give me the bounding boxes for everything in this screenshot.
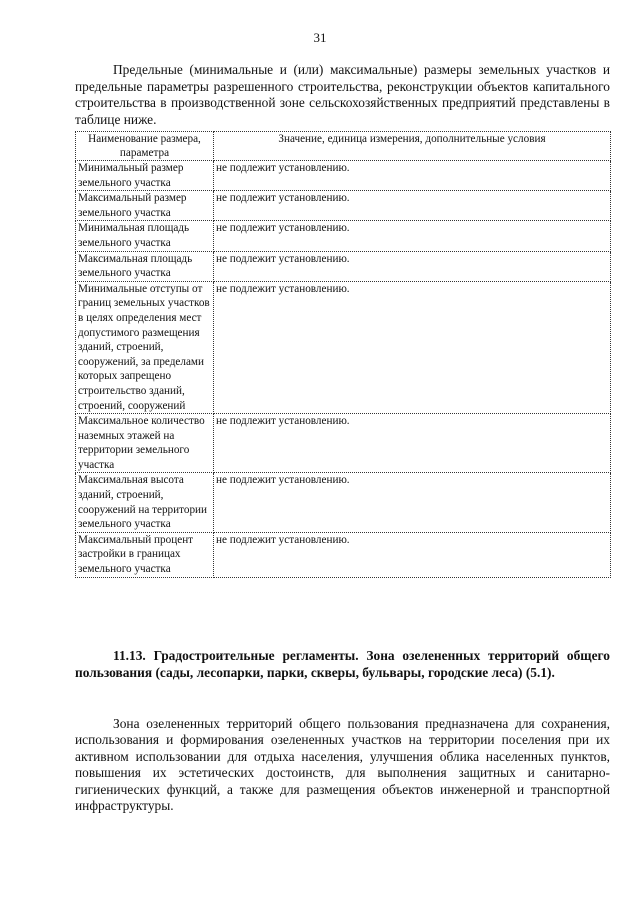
header-parameter-name: Наименование размера, параметра — [76, 132, 214, 161]
table-row — [76, 221, 611, 251]
row-value: не подлежит установлению. — [214, 281, 611, 413]
row-value: не подлежит установлению. — [214, 191, 611, 221]
row-value: не подлежит установлению. — [214, 414, 611, 473]
table-row — [76, 251, 611, 281]
row-value: не подлежит установлению. — [214, 221, 611, 251]
body-paragraph: Зона озелененных территорий общего пользования предназначена для сохранения, использования и формирования озелененных участков на территории поселения при их активном использовании для отдыха населения, улучшения облика населенных пунктов, повышения их эстетических достоинств, для выполнения защитных и санитарно-гигиенических функций, а также для размещения объектов инженерной и транспортной инфраструктуры. — [75, 716, 610, 814]
row-name: Максимальный размер земельного участка — [76, 191, 214, 221]
row-value: не подлежит установлению. — [214, 251, 611, 281]
row-value: не подлежит установлению. — [214, 473, 611, 532]
row-name: Минимальный размер земельного участка — [76, 161, 214, 191]
table-row — [76, 414, 611, 473]
table-row — [76, 161, 611, 191]
intro-paragraph: Предельные (минимальные и (или) максимальные) размеры земельных участков и предельные параметры разрешенного строительства, реконструкции объектов капитального строительства в производственной зоне сельскохозяйственных предприятий представлены в таблице ниже. — [75, 62, 610, 127]
table-row — [76, 532, 611, 577]
table-header-row — [76, 132, 611, 161]
table-row — [76, 191, 611, 221]
row-value: не подлежит установлению. — [214, 532, 611, 577]
parameters-table — [75, 131, 611, 578]
row-name: Максимальная площадь земельного участка — [76, 251, 214, 281]
row-name: Максимальный процент застройки в границах земельного участка — [76, 532, 214, 577]
row-name: Минимальные отступы от границ земельных участков в целях определения мест допустимого размещения зданий, строений, сооружений, за пределами которых запрещено строительство зданий, строений, сооружений — [76, 281, 214, 413]
page-number: 31 — [313, 30, 327, 45]
row-name: Максимальная высота зданий, строений, сооружений на территории земельного участка — [76, 473, 214, 532]
header-value: Значение, единица измерения, дополнительные условия — [214, 132, 611, 161]
row-name: Максимальное количество наземных этажей на территории земельного участка — [76, 414, 214, 473]
row-name: Минимальная площадь земельного участка — [76, 221, 214, 251]
section-heading: 11.13. Градостроительные регламенты. Зона озелененных территорий общего пользования (сады, лесопарки, парки, скверы, бульвары, городские леса) (5.1). — [75, 648, 610, 680]
table-row — [76, 473, 611, 532]
row-value: не подлежит установлению. — [214, 161, 611, 191]
table-row — [76, 281, 611, 413]
